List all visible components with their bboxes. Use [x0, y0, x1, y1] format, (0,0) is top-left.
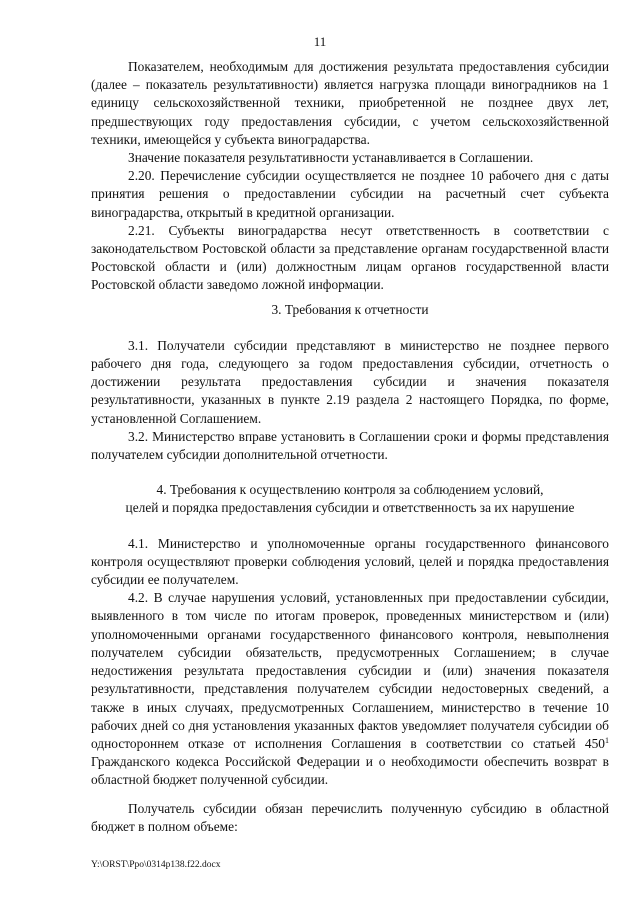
paragraph-4-2-text: 4.2. В случае нарушения условий, установленных при предоставлении субсидии, выявленного в том числе по итогам проверок, проведенных министерством и (или) уполномоченными органами государственного финансового контроля, невыполнения получателем субсидии обязательств, предусмотренных Соглашением; в случае недостижения результата предоставления субсидии и (или) значения показателя результативности, представления получателем субсидии недостоверных сведений, а также в иных случаях, предусмотренных Соглашением, министерство в течение 10 рабочих дней со дня установления указанных фактов уведомляет получателя субсидии об одностороннем отказе от исполнения Соглашения в соответствии со статьей 450 — [91, 590, 609, 751]
paragraph-4-2-text-end: Гражданского кодекса Российской Федерации и о необходимости обеспечить возврат в областной бюджет полученной субсидии. — [91, 754, 609, 788]
paragraph-indicator-value: Значение показателя результативности устанавливается в Соглашении. — [128, 150, 534, 166]
paragraph-4-2-superscript: 1 — [605, 735, 609, 745]
paragraph-2-20: 2.20. Перечисление субсидии осуществляется не позднее 10 рабочего дня с даты принятия решения о предоставлении субсидии на расчетный счет субъекта виноградарства, открытый в кредитной организации. — [91, 168, 609, 220]
section-4-heading-line-2: целей и порядка предоставления субсидии и ответственность за их нарушение — [125, 500, 575, 516]
paragraph-return-obligation: Получатель субсидии обязан перечислить полученную субсидию в областной бюджет в полном объеме: — [91, 800, 609, 834]
paragraph-4-1: 4.1. Министерство и уполномоченные органы государственного финансового контроля осуществляют проверки соблюдения условий, целей и порядка предоставления субсидии ее получателем. — [91, 535, 609, 588]
paragraph-2-21: 2.21. Субъекты виноградарства несут ответственность в соответствии с законодательством Ростовской области за представление органам государственной власти Ростовской области и (или) должностным лицам органов государственной власти Ростовской области заведомо ложной информации. — [91, 222, 609, 293]
paragraph-indicator-definition: Показателем, необходимым для достижения результата предоставления субсидии (далее – показатель результативности) является нагрузка площади виноградников на 1 единицу сельскохозяйственной техники, приобретенной не позднее двух лет, предшествующих году предоставления субсидии, с учетом сельскохозяйственной техники, имеющейся у субъекта виноградарства. — [91, 59, 609, 147]
paragraph-3-1: 3.1. Получатели субсидии представляют в министерство не позднее первого рабочего дня года, следующего за годом предоставления субсидии, отчетность о достижении результата предоставления субсидии и значения показателя результативности, указанных в пункте 2.19 раздела 2 настоящего Порядка, по форме, установленной Соглашением. — [91, 337, 609, 426]
paragraph-4-2 — [91, 589, 609, 789]
footer-file-path: Y:\ORST\Ppo\0314p138.f22.docx — [91, 860, 221, 870]
section-4-heading — [91, 481, 609, 517]
document-body — [91, 58, 609, 836]
paragraph-gap — [91, 790, 609, 800]
section-4-heading-line-1: 4. Требования к осуществлению контроля за соблюдением условий, — [156, 482, 544, 498]
paragraph-3-2: 3.2. Министерство вправе установить в Соглашении сроки и формы представления получателем субсидии дополнительной отчетности. — [91, 428, 609, 463]
page-number: 11 — [313, 34, 327, 49]
section-3-heading: 3. Требования к отчетности — [271, 301, 429, 317]
